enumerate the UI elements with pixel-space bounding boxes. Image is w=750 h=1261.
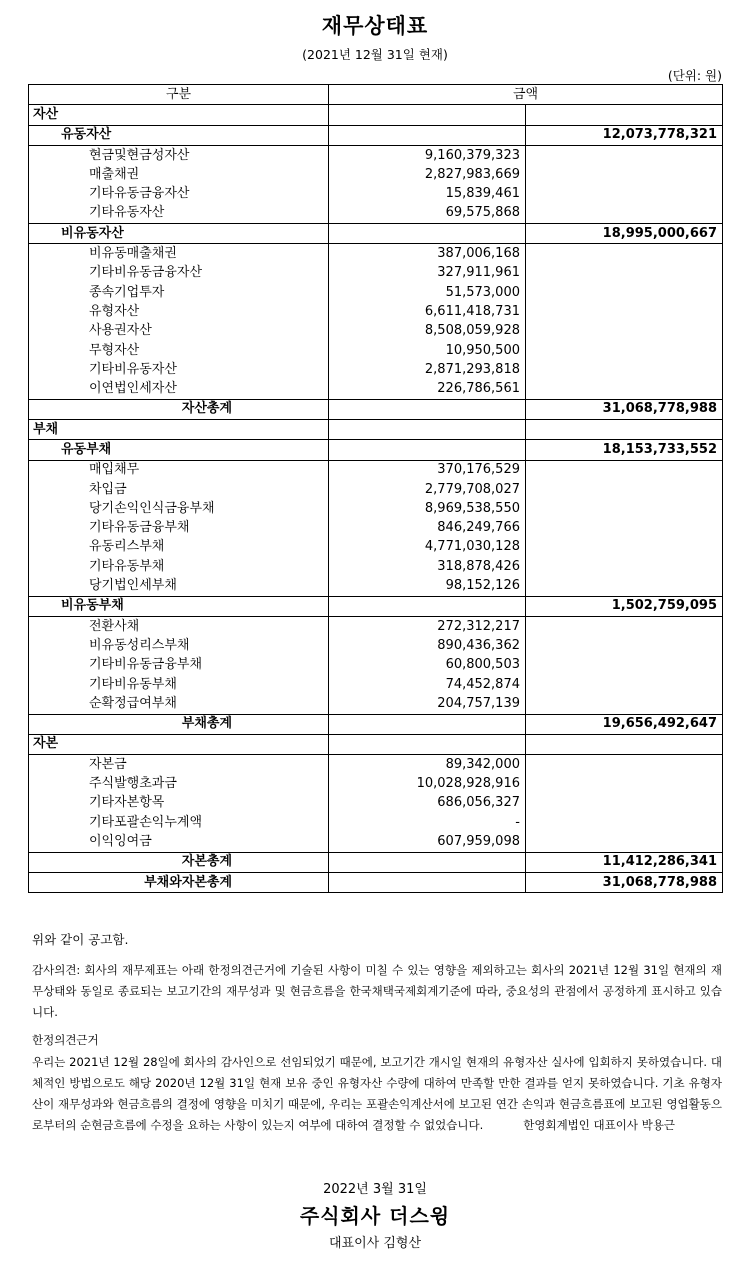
row-total [526, 617, 723, 637]
header-category: 구분 [29, 85, 329, 105]
row-label: 기타비유동부채 [29, 675, 329, 694]
row-total [526, 379, 723, 399]
row-total [526, 832, 723, 852]
row-total [526, 322, 723, 341]
table-row [29, 794, 723, 813]
row-label: 자본금 [29, 755, 329, 775]
table-row [29, 636, 723, 655]
row-label: 기타유동자산 [29, 204, 329, 224]
row-total [526, 656, 723, 675]
row-label: 유형자산 [29, 302, 329, 321]
table-row [29, 538, 723, 557]
table-row [29, 499, 723, 518]
row-amount: 15,839,461 [329, 184, 526, 203]
row-total [526, 244, 723, 264]
row-total [526, 734, 723, 754]
table-row [29, 125, 723, 145]
row-amount: 69,575,868 [329, 204, 526, 224]
row-total [526, 774, 723, 793]
document-date: (2021년 12월 31일 현재) [302, 47, 448, 62]
table-row [29, 596, 723, 616]
row-total: 11,412,286,341 [526, 852, 723, 872]
table-row [29, 480, 723, 499]
row-amount [329, 872, 526, 892]
table-row [29, 675, 723, 694]
row-total [526, 694, 723, 714]
row-amount: 370,176,529 [329, 460, 526, 480]
row-label: 비유동매출채권 [29, 244, 329, 264]
row-amount [329, 440, 526, 460]
company-name: 주식회사 더스윙 [299, 1204, 451, 1228]
table-row [29, 165, 723, 184]
table-row [29, 224, 723, 244]
row-total [526, 755, 723, 775]
row-amount: 60,800,503 [329, 656, 526, 675]
row-label: 종속기업투자 [29, 283, 329, 302]
row-total: 1,502,759,095 [526, 596, 723, 616]
auditor-signature: 한영회계법인 대표이사 박용근 [523, 1118, 675, 1132]
row-label: 주식발행초과금 [29, 774, 329, 793]
announcement-date: 2022년 3월 31일 [323, 1182, 427, 1197]
table-row [29, 576, 723, 596]
row-total [526, 480, 723, 499]
row-amount: 846,249,766 [329, 519, 526, 538]
row-total [526, 283, 723, 302]
row-amount: 318,878,426 [329, 557, 526, 576]
row-amount: 98,152,126 [329, 576, 526, 596]
row-label: 유동자산 [29, 125, 329, 145]
row-amount: 2,827,983,669 [329, 165, 526, 184]
audit-opinion: 감사의견: 회사의 재무제표는 아래 한정의견근거에 기술된 사항이 미칠 수 있는 영향을 제외하고는 회사의 2021년 12월 31일 현재의 재무상태와 동일로 종료되는 보고기간의 재무성과 및 현금흐름을 한국채택국제회계기준에 따라, 중요성의 관점에서 공정하게 표시하고 있습니다. [32, 963, 722, 1019]
table-header-row [29, 85, 723, 105]
row-label: 매입채무 [29, 460, 329, 480]
table-row [29, 283, 723, 302]
table-row [29, 460, 723, 480]
row-amount: 387,006,168 [329, 244, 526, 264]
row-label: 기타유동금융자산 [29, 184, 329, 203]
row-amount: 2,871,293,818 [329, 360, 526, 379]
row-label: 이익잉여금 [29, 832, 329, 852]
row-amount: 327,911,961 [329, 264, 526, 283]
table-row [29, 105, 723, 125]
table-row [29, 440, 723, 460]
table-row [29, 872, 723, 892]
row-label: 유동부채 [29, 440, 329, 460]
row-label: 차입금 [29, 480, 329, 499]
row-amount: 890,436,362 [329, 636, 526, 655]
row-amount: 4,771,030,128 [329, 538, 526, 557]
row-amount: 51,573,000 [329, 283, 526, 302]
row-total [526, 519, 723, 538]
row-amount: 6,611,418,731 [329, 302, 526, 321]
notice-text: 위와 같이 공고함. [32, 932, 129, 947]
header-amount: 금액 [329, 85, 723, 105]
row-label: 부채와자본총계 [29, 872, 329, 892]
table-row [29, 184, 723, 203]
row-label: 당기법인세부채 [29, 576, 329, 596]
row-total [526, 675, 723, 694]
table-row [29, 774, 723, 793]
row-total [526, 165, 723, 184]
row-label: 순확정급여부채 [29, 694, 329, 714]
row-amount [329, 125, 526, 145]
row-total [526, 184, 723, 203]
table-row [29, 360, 723, 379]
row-label: 유동리스부채 [29, 538, 329, 557]
table-row [29, 379, 723, 399]
table-row [29, 557, 723, 576]
row-amount [329, 224, 526, 244]
row-total: 18,995,000,667 [526, 224, 723, 244]
row-amount: 8,969,538,550 [329, 499, 526, 518]
table-row [29, 322, 723, 341]
table-row [29, 714, 723, 734]
row-label: 기타유동부채 [29, 557, 329, 576]
row-label: 자산 [29, 105, 329, 125]
table-row [29, 694, 723, 714]
table-body [29, 105, 723, 893]
row-amount [329, 596, 526, 616]
row-total [526, 499, 723, 518]
table-row [29, 656, 723, 675]
row-amount: 9,160,379,323 [329, 145, 526, 165]
table-row [29, 399, 723, 419]
row-label: 기타비유동금융부채 [29, 656, 329, 675]
row-label: 비유동부채 [29, 596, 329, 616]
row-total [526, 794, 723, 813]
row-amount: 607,959,098 [329, 832, 526, 852]
row-amount: 74,452,874 [329, 675, 526, 694]
row-label: 당기손익인식금융부채 [29, 499, 329, 518]
unit-label: (단위: 원) [667, 68, 722, 83]
ceo-name: 대표이사 김형산 [328, 1236, 422, 1251]
row-total: 19,656,492,647 [526, 714, 723, 734]
basis-text: 우리는 2021년 12월 28일에 회사의 감사인으로 선임되었기 때문에, 보고기간 개시일 현재의 유형자산 실사에 입회하지 못하였습니다. 대체적인 방법으로도 해당 2020년 12월 31일 현재 보유 중인 유형자산 수량에 대하여 만족할 만한 결과를 얻지 못하였습니다. 기초 유형자산이 재무성과와 현금흐름의 결정에 영향을 미치기 때문에, 우리는 포괄손익계산서에 보고된 연간 손익과 현금흐름표에 보고된 영업활동으로부터의 순현금흐름에 수정을 요하는 사항이 있는지 여부에 대하여 결정할 수 없었습니다. [32, 1055, 722, 1132]
row-label: 전환사채 [29, 617, 329, 637]
table-row [29, 341, 723, 360]
row-label: 비유동성리스부채 [29, 636, 329, 655]
row-label: 비유동자산 [29, 224, 329, 244]
row-amount: 272,312,217 [329, 617, 526, 637]
row-amount: 226,786,561 [329, 379, 526, 399]
row-total: 31,068,778,988 [526, 872, 723, 892]
row-amount [329, 734, 526, 754]
row-label: 부채 [29, 420, 329, 440]
row-amount [329, 714, 526, 734]
row-amount: 10,028,928,916 [329, 774, 526, 793]
row-label: 자산총계 [29, 399, 329, 419]
row-label: 기타비유동금융자산 [29, 264, 329, 283]
row-total [526, 636, 723, 655]
row-label: 부채총계 [29, 714, 329, 734]
row-label: 매출채권 [29, 165, 329, 184]
row-total: 18,153,733,552 [526, 440, 723, 460]
row-label: 기타포괄손익누계액 [29, 813, 329, 832]
table-row [29, 832, 723, 852]
row-total: 31,068,778,988 [526, 399, 723, 419]
row-amount: 2,779,708,027 [329, 480, 526, 499]
row-total [526, 576, 723, 596]
row-amount: 686,056,327 [329, 794, 526, 813]
row-label: 기타유동금융부채 [29, 519, 329, 538]
row-total [526, 360, 723, 379]
row-label: 이연법인세자산 [29, 379, 329, 399]
row-total [526, 538, 723, 557]
qualified-opinion-basis [32, 1052, 722, 1136]
table-row [29, 755, 723, 775]
row-total [526, 302, 723, 321]
table-row [29, 852, 723, 872]
table-row [29, 519, 723, 538]
table-row [29, 617, 723, 637]
table-row [29, 244, 723, 264]
row-label: 자본 [29, 734, 329, 754]
row-amount: - [329, 813, 526, 832]
row-total [526, 813, 723, 832]
row-amount: 10,950,500 [329, 341, 526, 360]
row-total [526, 105, 723, 125]
table-row [29, 145, 723, 165]
row-label: 무형자산 [29, 341, 329, 360]
qualified-opinion-basis-title: 한정의견근거 [32, 1033, 99, 1047]
row-amount [329, 399, 526, 419]
row-amount: 8,508,059,928 [329, 322, 526, 341]
row-total [526, 204, 723, 224]
table-row [29, 204, 723, 224]
row-total [526, 420, 723, 440]
row-amount [329, 105, 526, 125]
table-row [29, 420, 723, 440]
row-label: 자본총계 [29, 852, 329, 872]
row-label: 기타자본항목 [29, 794, 329, 813]
row-total [526, 264, 723, 283]
row-label: 현금및현금성자산 [29, 145, 329, 165]
row-amount [329, 420, 526, 440]
row-total [526, 145, 723, 165]
row-total [526, 341, 723, 360]
row-label: 기타비유동자산 [29, 360, 329, 379]
row-amount: 204,757,139 [329, 694, 526, 714]
row-total: 12,073,778,321 [526, 125, 723, 145]
row-amount: 89,342,000 [329, 755, 526, 775]
row-total [526, 460, 723, 480]
table-row [29, 264, 723, 283]
table-row [29, 734, 723, 754]
table-row [29, 813, 723, 832]
table-row [29, 302, 723, 321]
row-total [526, 557, 723, 576]
row-amount [329, 852, 526, 872]
row-label: 사용권자산 [29, 322, 329, 341]
document-title: 재무상태표 [321, 14, 429, 38]
balance-sheet-table [28, 84, 723, 893]
